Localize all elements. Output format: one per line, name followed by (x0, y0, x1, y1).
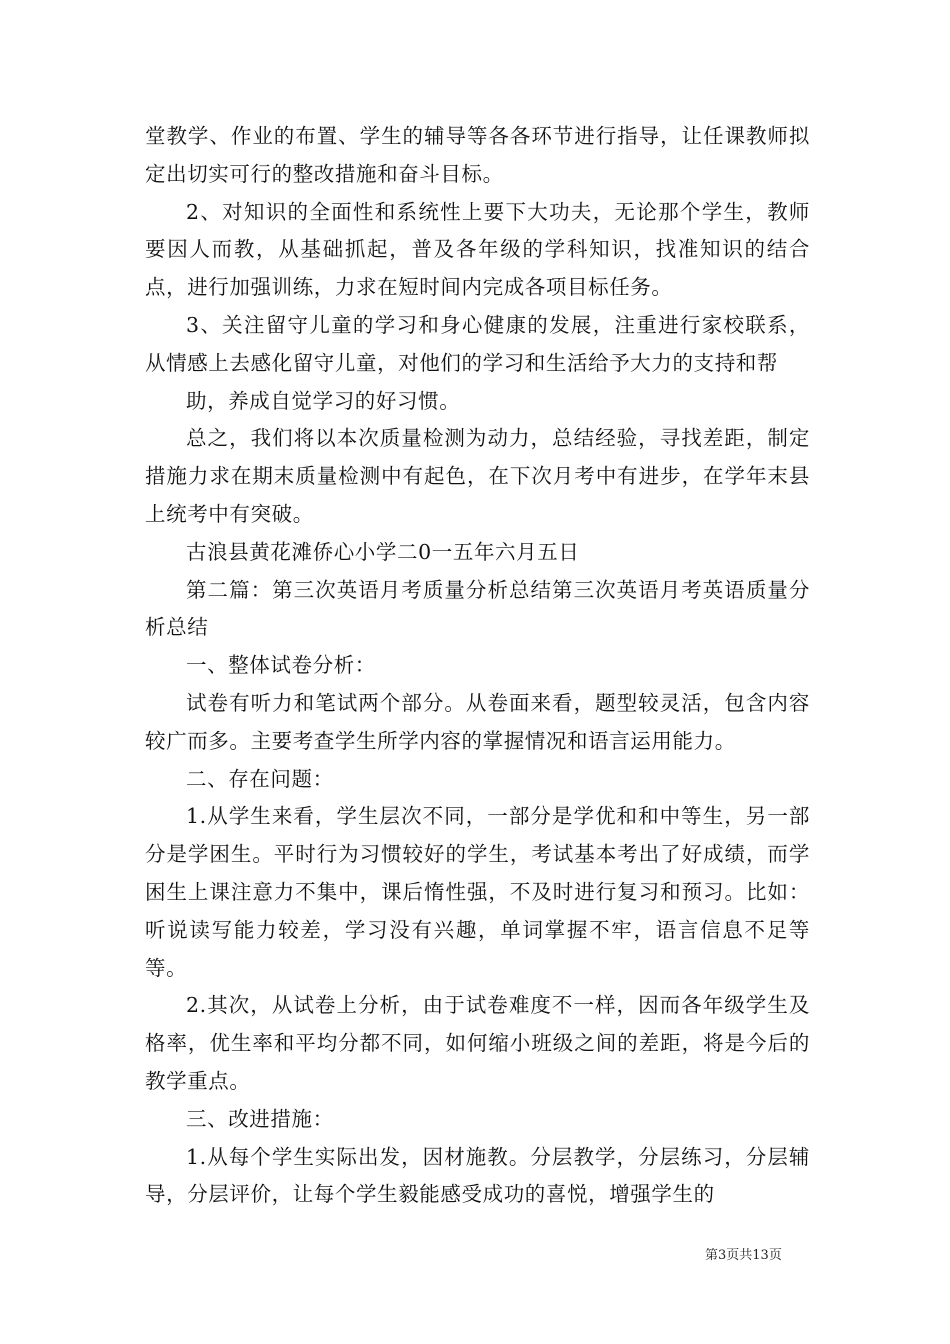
page-number: 第3页共13页 (705, 1248, 782, 1263)
paragraph-13-heading: 三、改进措施： (186, 1106, 334, 1131)
paragraph-1: 堂教学、作业的布置、学生的辅导等各各环节进行指导，让任课教师拟定出切实可行的整改措施和奋斗目标。 (145, 124, 810, 186)
paragraph-4: 助，养成自觉学习的好习惯。 (186, 388, 461, 413)
paragraph-5: 总之，我们将以本次质量检测为动力，总结经验，寻找差距，制定措施力求在期末质量检测中有起色，在下次月考中有进步，在学年末县上统考中有突破。 (145, 426, 810, 526)
paragraph-14: 1.从每个学生实际出发，因材施教。分层教学，分层练习，分层辅导，分层评价，让每个学生毅能感受成功的喜悦，增强学生的 (145, 1144, 810, 1207)
document-body (145, 118, 810, 1214)
paragraph-8-heading: 一、整体试卷分析： (186, 653, 376, 678)
paragraph-2: 2、对知识的全面性和系统性上要下大功夫，无论那个学生，教师要因人而教，从基础抓起，普及各年级的学科知识，找准知识的结合点，进行加强训练，力求在短时间内完成各项目标任务。 (145, 199, 810, 300)
paragraph-9: 试卷有听力和笔试两个部分。从卷面来看，题型较灵活，包含内容较广而多。主要考查学生所学内容的掌握情况和语言运用能力。 (145, 690, 810, 753)
paragraph-7-section-title: 第二篇：第三次英语月考质量分析总结第三次英语月考英语质量分析总结 (145, 577, 810, 640)
paragraph-10-heading: 二、存在问题： (186, 766, 334, 791)
paragraph-11: 1.从学生来看，学生层次不同，一部分是学优和和中等生，另一部分是学困生。平时行为习惯较好的学生，考试基本考出了好成绩，而学困生上课注意力不集中，课后惰性强，不及时进行复习和预习。比如：听说读写能力较差，学习没有兴趣，单词掌握不牢，语言信息不足等等。 (145, 804, 810, 980)
paragraph-12: 2.其次，从试卷上分析，由于试卷难度不一样，因而各年级学生及格率，优生率和平均分都不同，如何缩小班级之间的差距，将是今后的教学重点。 (145, 993, 810, 1093)
paragraph-6-signature-date: 古浪县黄花滩侨心小学二0一五年六月五日 (186, 539, 580, 564)
paragraph-3: 3、关注留守儿童的学习和身心健康的发展，注重进行家校联系，从情感上去感化留守儿童，对他们的学习和生活给予大力的支持和帮 (145, 312, 810, 375)
